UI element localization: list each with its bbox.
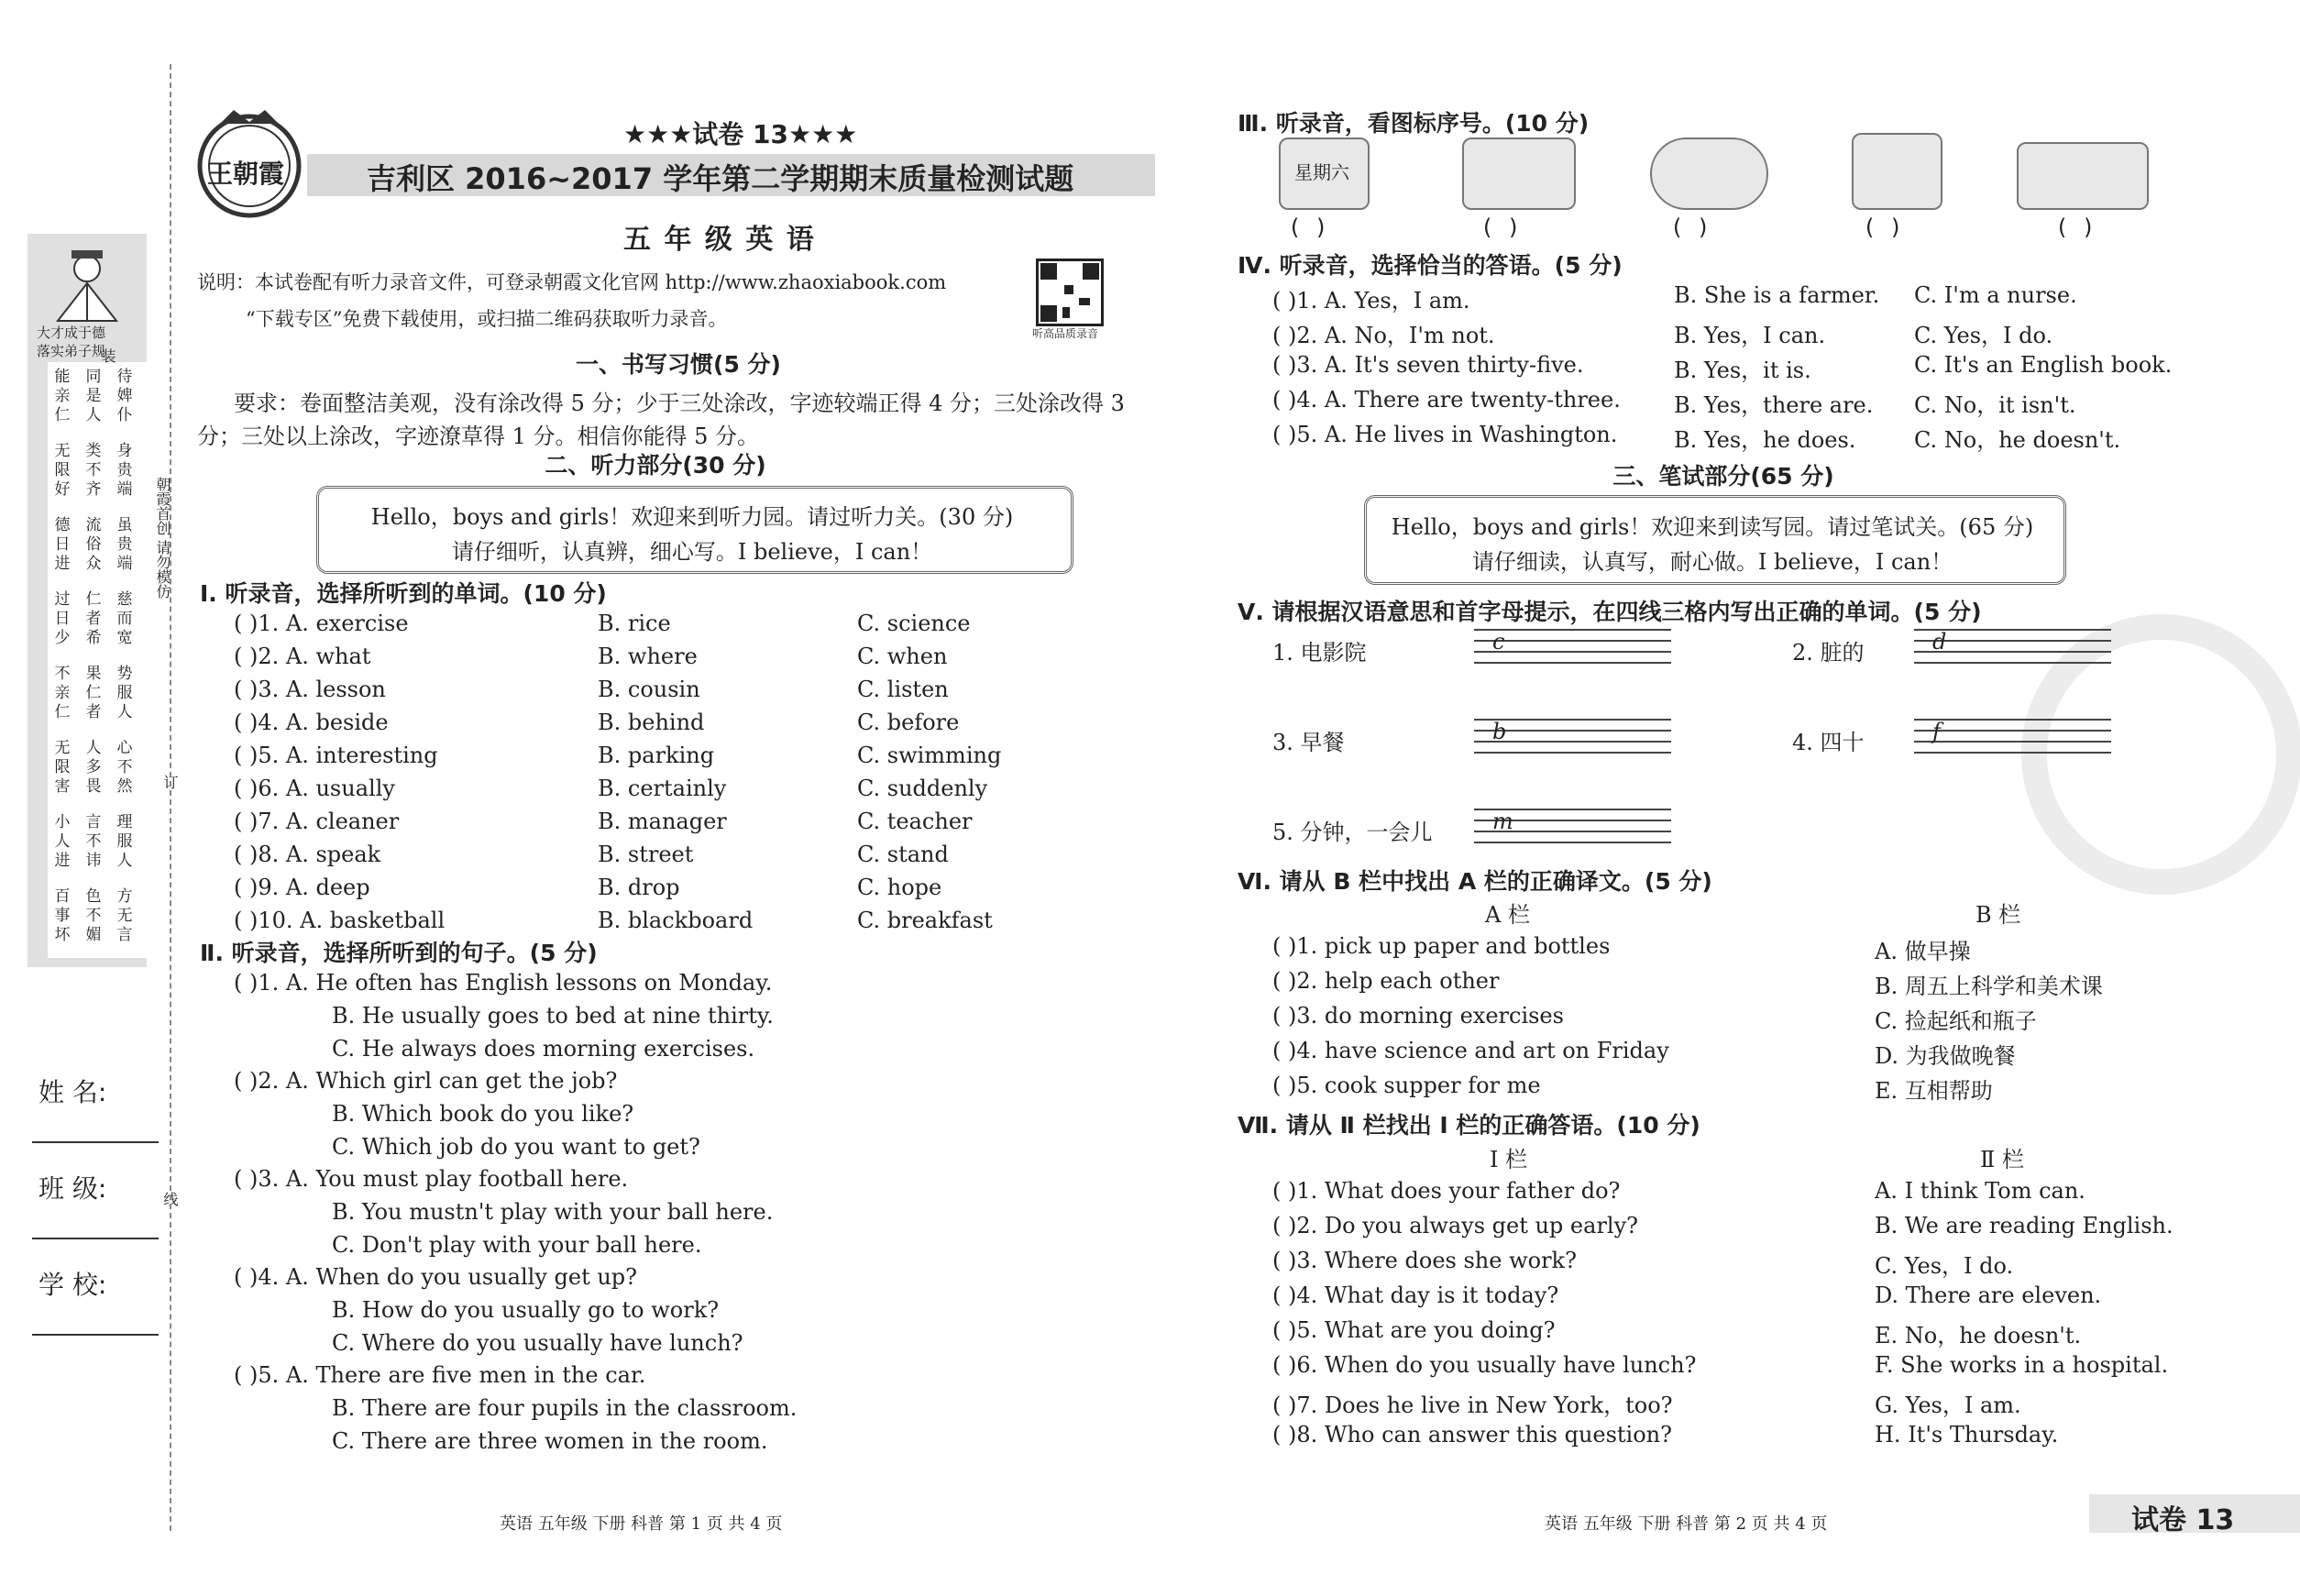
sec4-option-c: C. Yes，I do. [1914,323,2053,348]
sec2-option-b: B. There are four pupils in the classroom. [332,1395,798,1421]
grid-line [1474,752,1671,754]
binding-mark-2: 订 [161,775,179,789]
sec1-item-stem: ( )6. A. usually [234,776,395,801]
sec1-heading: Ⅰ. 听录音，选择所听到的单词。(10 分) [200,580,607,607]
binding-mark-3: 线 [161,1192,179,1206]
class-label: 班 级: [39,1173,107,1204]
tiananmen-picture [2017,142,2149,210]
saying-column: 言不讳 [85,813,102,870]
sec1-option-b: B. parking [598,743,715,768]
listening-intro-1: Hello，boys and girls！欢迎来到听力园。请过听力关。(30 分) [370,504,1014,530]
sec6-heading: Ⅵ. 请从 B 栏中找出 A 栏的正确译文。(5 分) [1238,868,1712,895]
qr-code[interactable] [1036,259,1104,326]
name-field[interactable] [32,1141,159,1143]
sec5-item-label: 4. 四十 [1792,730,1865,755]
sec5-hint-letter: f [1932,719,1941,744]
sec4-option-b: B. Yes，he does. [1674,427,1856,453]
sec1-option-b: B. manager [598,809,727,834]
grid-line [1914,662,2111,664]
listening-intro-2: 请仔细听，认真辨，细心写。I believe，I can！ [451,539,933,565]
part2-heading: 二、听力部分(30 分) [545,452,766,479]
saying-column: 仁者希 [85,590,102,647]
sec7-q-item: ( )5. What are you doing? [1272,1317,1556,1343]
sec5-heading: Ⅴ. 请根据汉语意思和首字母提示，在四线三格内写出正确的单词。(5 分) [1238,599,1982,625]
sec2-option-b: B. How do you usually go to work? [332,1297,720,1323]
col-b-label: B 栏 [1975,902,2021,928]
sec5-hint-letter: b [1492,719,1507,744]
sec1-option-b: B. certainly [598,776,727,801]
sec4-option-c: C. I'm a nurse. [1914,282,2077,308]
col-1-label: Ⅰ 栏 [1490,1147,1528,1172]
sec2-option-c: C. Don't play with your ball here. [332,1232,702,1258]
sec7-heading: Ⅶ. 请从 Ⅱ 栏找出 Ⅰ 栏的正确答语。(10 分) [1238,1112,1700,1139]
sec5-hint-letter: m [1492,809,1513,834]
sec6-a-item: ( )4. have science and art on Friday [1272,1038,1669,1063]
scholar-illustration [35,243,140,325]
saying-column: 人多畏 [85,739,102,796]
motto-2: 落实弟子规 [37,343,106,359]
class-field[interactable] [32,1238,159,1239]
saying-column: 小人进 [54,813,71,870]
sec4-option-b: B. Yes，there are. [1674,392,1874,418]
sec2-option-c: C. Which job do you want to get? [332,1134,700,1160]
pic-1-blank[interactable]: ( ) [1288,215,1328,240]
sec6-b-item: B. 周五上科学和美术课 [1875,974,2103,999]
sec6-a-item: ( )5. cook supper for me [1272,1073,1541,1098]
saying-column: 势服人 [116,665,133,721]
sec2-option-a: ( )1. A. He often has English lessons on Monday. [234,970,773,996]
sec1-option-c: C. teacher [857,809,973,834]
sec1-item-stem: ( )1. A. exercise [234,611,409,636]
writing-intro-2: 请仔细读，认真写，耐心做。I believe，I can！ [1471,549,1953,575]
saying-column: 慈而宽 [116,590,133,647]
sec4-option-b: B. She is a farmer. [1674,282,1880,308]
sec1-item-stem: ( )9. A. deep [234,875,370,900]
sec1-option-b: B. behind [598,710,705,735]
grid-line [1914,741,2111,743]
sec2-heading: Ⅱ. 听录音，选择所听到的句子。(5 分) [200,940,598,966]
sec7-q-item: ( )8. Who can answer this question? [1272,1422,1673,1447]
sec7-answer-item: C. Yes，I do. [1875,1253,2014,1279]
sec4-option-a: ( )1. A. Yes，I am. [1272,288,1470,314]
sec4-option-c: C. It's an English book. [1914,352,2173,378]
sec2-option-b: B. You mustn't play with your ball here. [332,1199,774,1225]
sec1-option-b: B. where [598,644,698,669]
saying-column: 果仁者 [85,665,102,721]
saying-column: 虽贵端 [116,516,133,573]
name-label: 姓 名: [39,1077,107,1107]
part1-text-1: 要求：卷面整洁美观，没有涂改得 5 分；少于三处涂改，字迹较端正得 4 分；三处涂改得 3 [234,391,1125,416]
grid-line [1914,752,2111,754]
sec1-item-stem: ( )8. A. speak [234,842,381,867]
sec5-item-label: 5. 分钟，一会儿 [1272,820,1433,845]
sec2-option-a: ( )3. A. You must play football here. [234,1166,629,1192]
sec6-b-item: E. 互相帮助 [1875,1078,1993,1104]
sec4-option-a: ( )4. A. There are twenty-three. [1272,387,1621,413]
sec2-option-c: C. There are three women in the room. [332,1428,768,1454]
sec5-hint-letter: c [1492,629,1505,655]
sec7-answer-item: E. No，he doesn't. [1875,1323,2082,1348]
sec4-option-a: ( )5. A. He lives in Washington. [1272,422,1618,447]
sec1-option-b: B. blackboard [598,908,754,933]
saying-column: 色不媚 [85,887,102,944]
sec6-a-item: ( )1. pick up paper and bottles [1272,933,1611,959]
saying-column: 无限害 [54,739,71,796]
sec2-option-c: C. He always does morning exercises. [332,1036,755,1062]
sec6-b-item: A. 做早操 [1875,939,1971,964]
sec1-option-c: C. stand [857,842,949,867]
sec4-option-b: B. Yes，I can. [1674,323,1826,348]
saying-column: 过日少 [54,590,71,647]
sec2-option-c: C. Where do you usually have lunch? [332,1330,743,1356]
sec5-hint-letter: d [1932,629,1947,655]
sec5-item-label: 2. 脏的 [1792,640,1865,666]
sec5-item-label: 3. 早餐 [1272,730,1345,755]
pic-5-blank[interactable]: ( ) [2055,215,2096,240]
saying-column: 百事坏 [54,887,71,944]
grid-line [1474,662,1671,664]
saying-column: 心不然 [116,739,133,796]
saying-column: 同是人 [85,368,102,424]
sec2-option-a: ( )5. A. There are five men in the car. [234,1362,646,1388]
sec4-option-c: C. No，he doesn't. [1914,427,2121,453]
sec6-b-item: C. 捡起纸和瓶子 [1875,1008,2037,1034]
sec1-option-c: C. before [857,710,960,735]
four-line-grid[interactable] [1914,719,2111,759]
sec7-answer-item: F. She works in a hospital. [1875,1352,2169,1378]
footer-left: 英语 五年级 下册 科普 第 1 页 共 4 页 [500,1514,783,1534]
sec4-option-c: C. No，it isn't. [1914,392,2076,418]
sayings-panel [48,362,147,958]
col-a-label: A 栏 [1485,902,1530,928]
sec1-option-c: C. suddenly [857,776,988,801]
cut-line [170,64,171,1531]
copyright-note: 朝霞首创 请勿模仿 [154,477,171,600]
sec7-answer-item: B. We are reading English. [1875,1213,2173,1238]
motto-1: 大才成于德 [37,325,106,341]
saying-column: 德日进 [54,516,71,573]
saying-column: 方无言 [116,887,133,944]
subject-title: 五 年 级 英 语 [623,224,816,256]
qr-caption: 听高品质录音 [1032,327,1099,340]
logo-text: 王朝霞 [207,159,285,189]
grid-line [1474,842,1671,843]
sec5-item-label: 1. 电影院 [1272,640,1367,666]
saying-column: 不亲仁 [54,665,71,721]
grid-line [1914,719,2111,721]
paper-number: ★★★试卷 13★★★ [623,119,858,149]
writing-intro-1: Hello，boys and girls！欢迎来到读写园。请过笔试关。(65 分) [1391,514,2034,540]
school-field[interactable] [32,1334,159,1336]
sec6-a-item: ( )3. do morning exercises [1272,1003,1564,1029]
sec7-q-item: ( )2. Do you always get up early? [1272,1213,1639,1238]
sec1-item-stem: ( )3. A. lesson [234,677,386,702]
boy-clock-picture [1462,138,1576,210]
corner-tag: 试卷 13 [2131,1504,2235,1536]
instructions-line-2: “下载专区”免费下载使用，或扫描二维码获取听力录音。 [246,308,728,330]
sec1-option-c: C. hope [857,875,942,900]
footer-right: 英语 五年级 下册 科普 第 2 页 共 4 页 [1545,1514,1828,1534]
sec1-option-c: C. science [857,611,971,636]
sec1-option-b: B. drop [598,875,680,900]
sec1-option-c: C. listen [857,677,949,702]
sec1-option-c: C. breakfast [857,908,993,933]
sec1-option-c: C. swimming [857,743,1002,768]
part3-heading: 三、笔试部分(65 分) [1612,463,1834,490]
exam-title: 吉利区 2016~2017 学年第二学期期末质量检测试题 [367,161,1074,196]
sec2-option-b: B. He usually goes to bed at nine thirty. [332,1003,774,1029]
sec7-q-item: ( )4. What day is it today? [1272,1282,1559,1308]
saying-column: 无限好 [54,442,71,499]
sec2-option-a: ( )2. A. Which girl can get the job? [234,1068,618,1094]
pic-4-blank[interactable]: ( ) [1863,215,1903,240]
sec4-option-b: B. Yes，it is. [1674,358,1811,383]
sec7-answer-item: H. It's Thursday. [1875,1422,2059,1447]
sec2-option-b: B. Which book do you like? [332,1101,634,1127]
saying-column: 能亲仁 [54,368,71,424]
sec4-heading: Ⅳ. 听录音，选择恰当的答语。(5 分) [1238,252,1623,279]
sec1-item-stem: ( )2. A. what [234,644,371,669]
col-2-label: Ⅱ 栏 [1980,1147,2024,1172]
sec7-answer-item: G. Yes，I am. [1875,1392,2021,1418]
saying-column: 流俗众 [85,516,102,573]
grid-line [1914,730,2111,732]
sec1-item-stem: ( )5. A. interesting [234,743,438,768]
sec1-item-stem: ( )7. A. cleaner [234,809,400,834]
part1-heading: 一、书写习惯(5 分) [576,351,781,378]
sec7-q-item: ( )1. What does your father do? [1272,1178,1621,1204]
pic-3-blank[interactable]: ( ) [1670,215,1711,240]
school-label: 学 校: [39,1270,107,1300]
sec6-b-item: D. 为我做晚餐 [1875,1043,2016,1069]
part1-text-2: 分；三处以上涂改，字迹潦草得 1 分。相信你能得 5 分。 [197,424,760,449]
saying-column: 待婢仆 [116,368,133,424]
sec7-q-item: ( )7. Does he live in New York，too? [1272,1392,1673,1418]
sec1-item-stem: ( )4. A. beside [234,710,389,735]
sec7-answer-item: D. There are eleven. [1875,1282,2102,1308]
saying-column: 身贵端 [116,442,133,499]
sec7-answer-item: A. I think Tom can. [1875,1178,2085,1204]
sec6-a-item: ( )2. help each other [1272,968,1500,994]
sec4-option-a: ( )3. A. It's seven thirty-five. [1272,352,1584,378]
sec1-option-b: B. cousin [598,677,700,702]
sec1-option-c: C. when [857,644,948,669]
sec3-heading: Ⅲ. 听录音，看图标序号。(10 分) [1238,110,1590,137]
saying-column: 理服人 [116,813,133,870]
instructions-line-1: 说明：本试卷配有听力录音文件，可登录朝霞文化官网 http://www.zhaoxiabook.com [197,271,947,293]
sec1-item-stem: ( )10. A. basketball [234,908,446,933]
sec4-option-a: ( )2. A. No，I'm not. [1272,323,1495,348]
binding-mark-1: 装 [99,348,116,363]
hospital-picture [1852,133,1942,210]
calendar-text: 星期六 [1294,161,1349,183]
sec7-q-item: ( )3. Where does she work? [1272,1248,1577,1273]
pic-2-blank[interactable]: ( ) [1480,215,1521,240]
sec1-option-b: B. street [598,842,694,867]
sec1-option-b: B. rice [598,611,671,636]
sec2-option-a: ( )4. A. When do you usually get up? [234,1264,638,1290]
street-picture [1650,138,1768,210]
saying-column: 类不齐 [85,442,102,499]
sec7-q-item: ( )6. When do you usually have lunch? [1272,1352,1697,1378]
